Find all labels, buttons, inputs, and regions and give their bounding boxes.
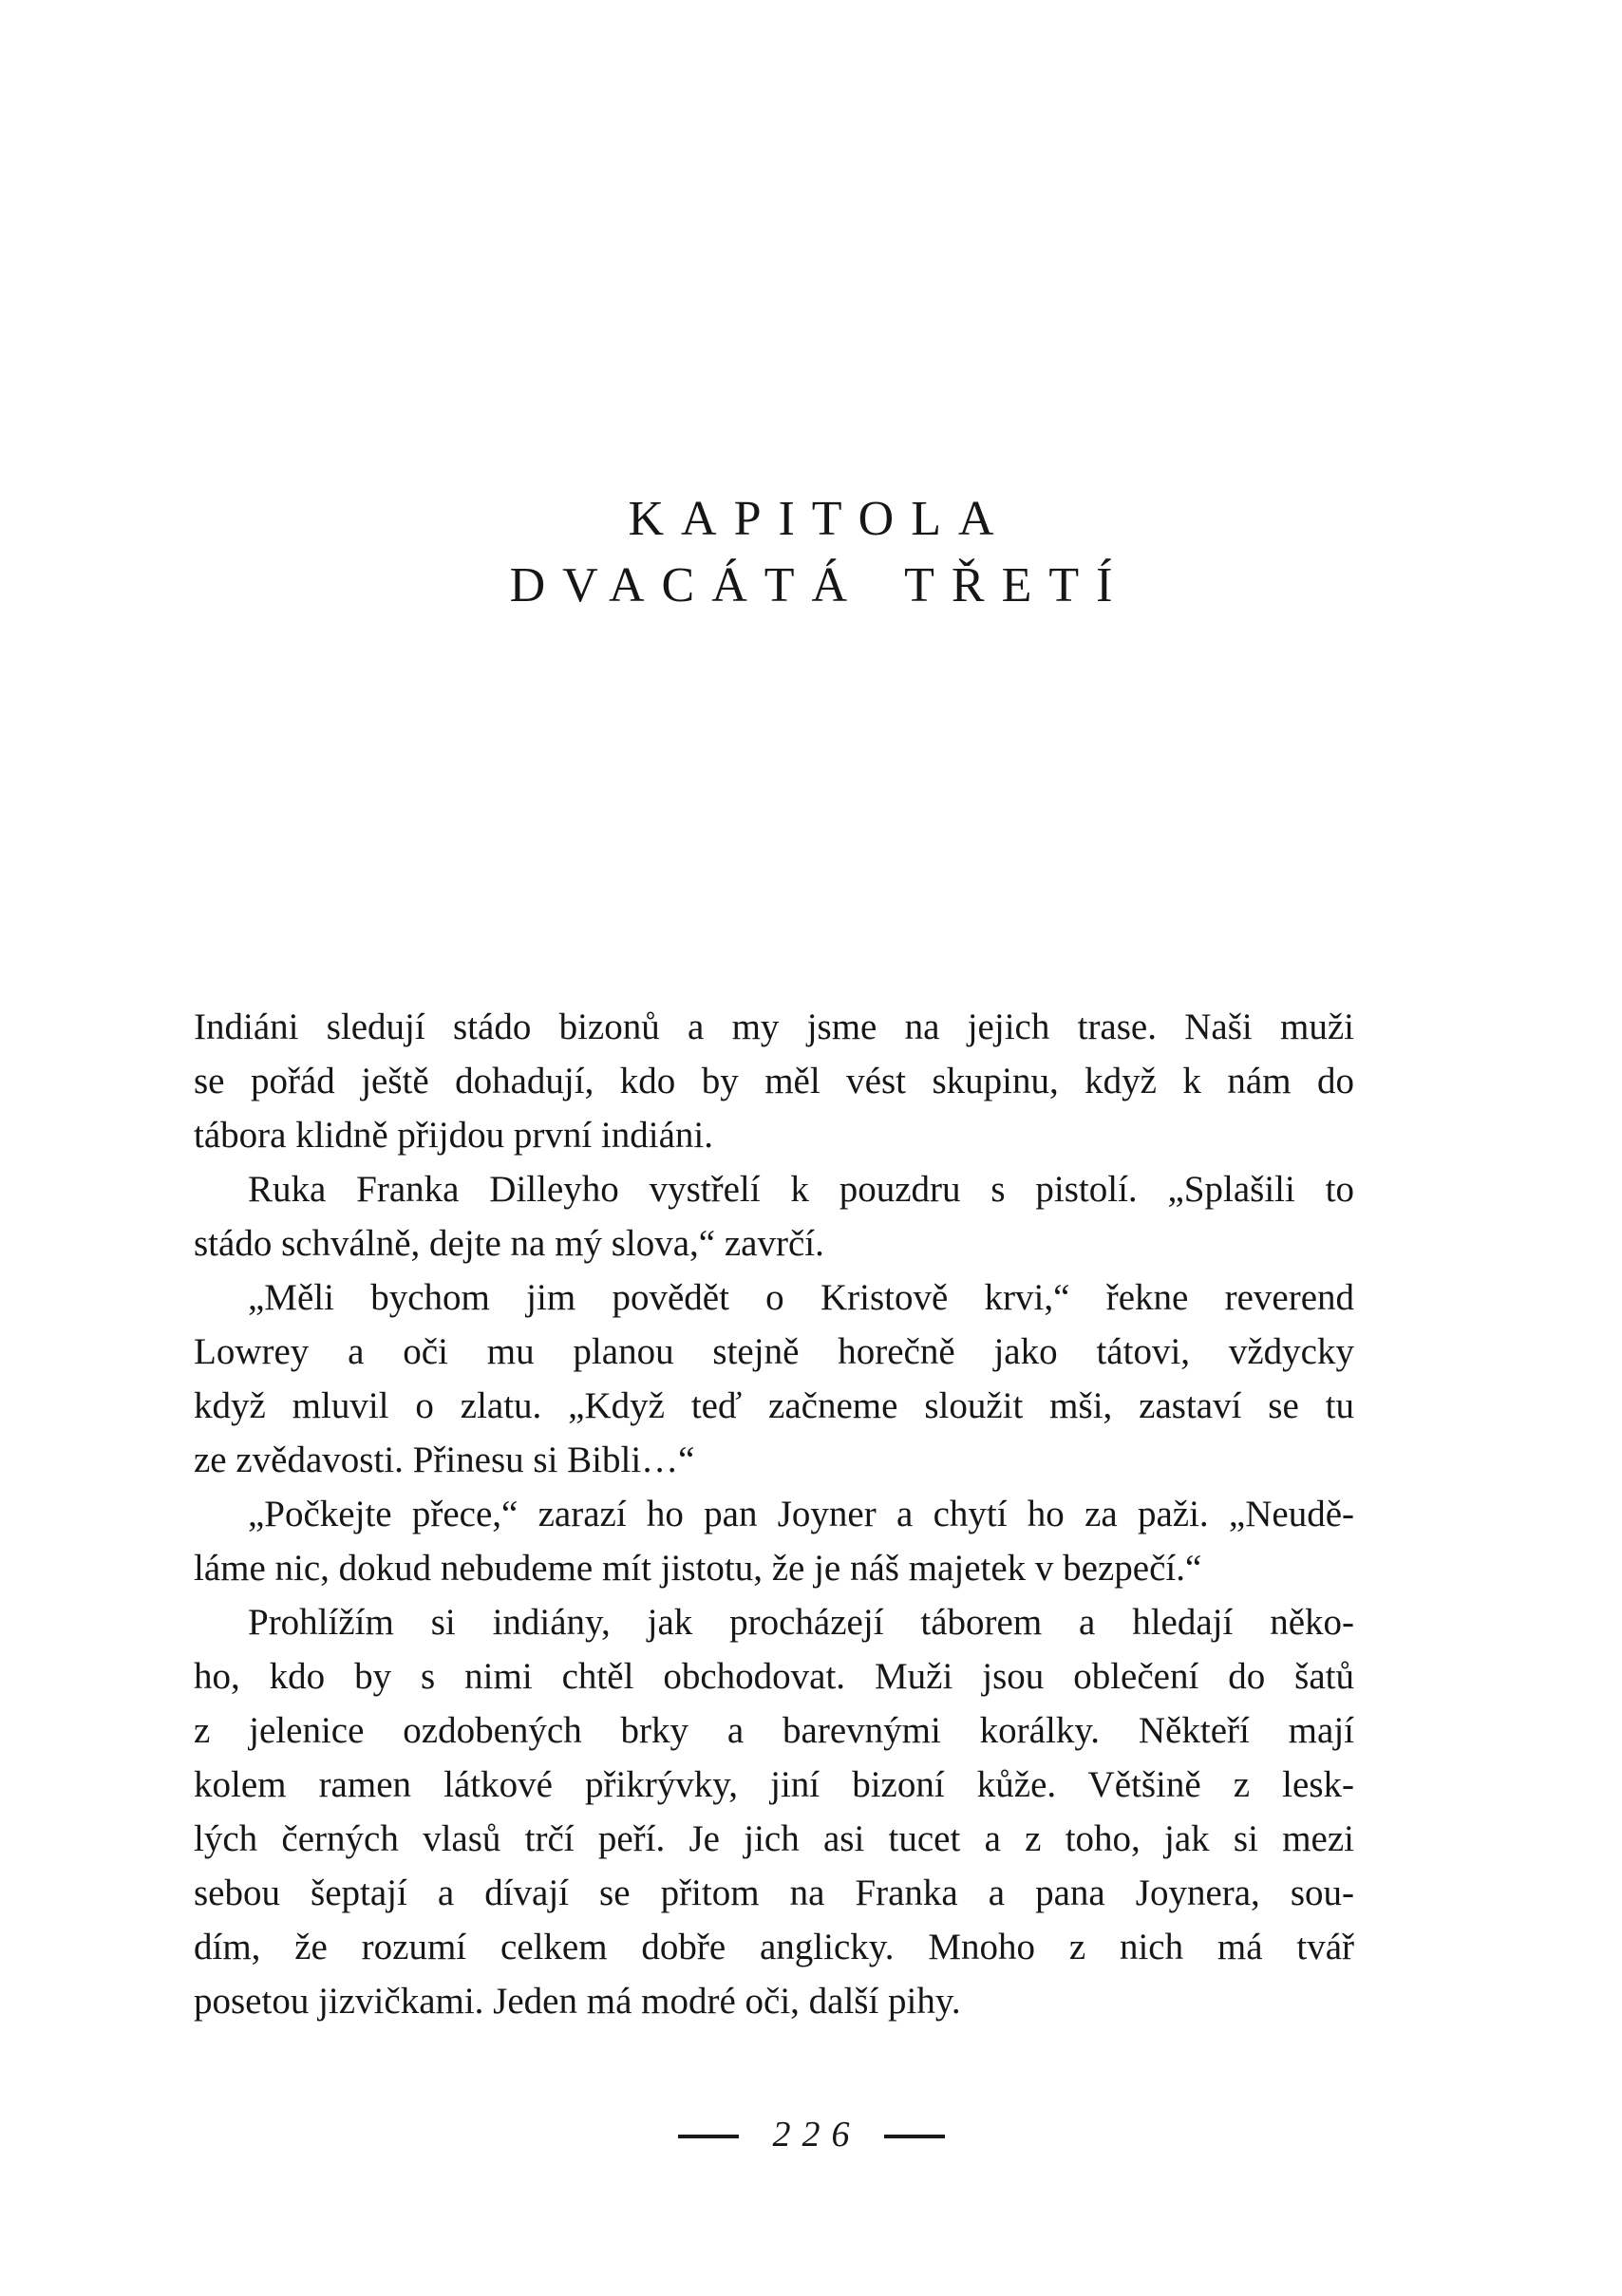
chapter-heading-line2: DVACÁTÁ TŘETÍ <box>509 558 1130 612</box>
text-line: ze zvědavosti. Přinesu si Bibli…“ <box>194 1440 695 1480</box>
text-line: se pořád ještě dohadují, kdo by měl vést skupinu, když k nám do <box>194 1061 1354 1101</box>
text-line: z jelenice ozdobených brky a barevnými korálky. Někteří mají <box>194 1710 1354 1751</box>
footer-rule-left <box>678 2135 739 2138</box>
body-text <box>194 1000 1354 2028</box>
text-line: „Počkejte přece,“ zarazí ho pan Joyner a chytí ho za paži. „Neudě- <box>248 1494 1354 1534</box>
text-line: Indiáni sledují stádo bizonů a my jsme na jejich trase. Naši muži <box>194 1007 1354 1047</box>
text-line: Prohlížím si indiány, jak procházejí táborem a hledají něko- <box>248 1602 1354 1643</box>
text-line: stádo schválně, dejte na mý slova,“ zavrčí. <box>194 1223 824 1264</box>
page-number: 226 <box>772 2115 861 2155</box>
text-line: láme nic, dokud nebudeme mít jistotu, že je náš majetek v bezpečí.“ <box>194 1548 1202 1589</box>
text-line: když mluvil o zlatu. „Když teď začneme sloužit mši, zastaví se tu <box>194 1385 1354 1426</box>
chapter-heading <box>0 486 1622 619</box>
text-line: posetou jizvičkami. Jeden má modré oči, další pihy. <box>194 1981 961 2022</box>
text-line: dím, že rozumí celkem dobře anglicky. Mnoho z nich má tvář <box>194 1927 1354 1967</box>
text-line: ho, kdo by s nimi chtěl obchodovat. Muži jsou oblečení do šatů <box>194 1656 1354 1697</box>
text-line: Lowrey a oči mu planou stejně horečně jako tátovi, vždycky <box>194 1331 1354 1372</box>
footer-rule-right <box>884 2135 945 2138</box>
page-footer <box>0 2110 1622 2163</box>
text-line: „Měli bychom jim povědět o Kristově krvi,“ řekne reverend <box>248 1277 1354 1318</box>
text-line: Ruka Franka Dilleyho vystřelí k pouzdru s pistolí. „Splašili to <box>248 1169 1354 1210</box>
text-line: kolem ramen látkové přikrývky, jiní bizoní kůže. Většině z lesk- <box>194 1764 1354 1805</box>
text-line: lých černých vlasů trčí peří. Je jich asi tucet a z toho, jak si mezi <box>194 1818 1354 1859</box>
chapter-heading-line1: KAPITOLA <box>628 492 1011 546</box>
text-line: tábora klidně přijdou první indiáni. <box>194 1115 713 1156</box>
text-line: sebou šeptají a dívají se přitom na Franka a pana Joynera, sou- <box>194 1873 1354 1913</box>
